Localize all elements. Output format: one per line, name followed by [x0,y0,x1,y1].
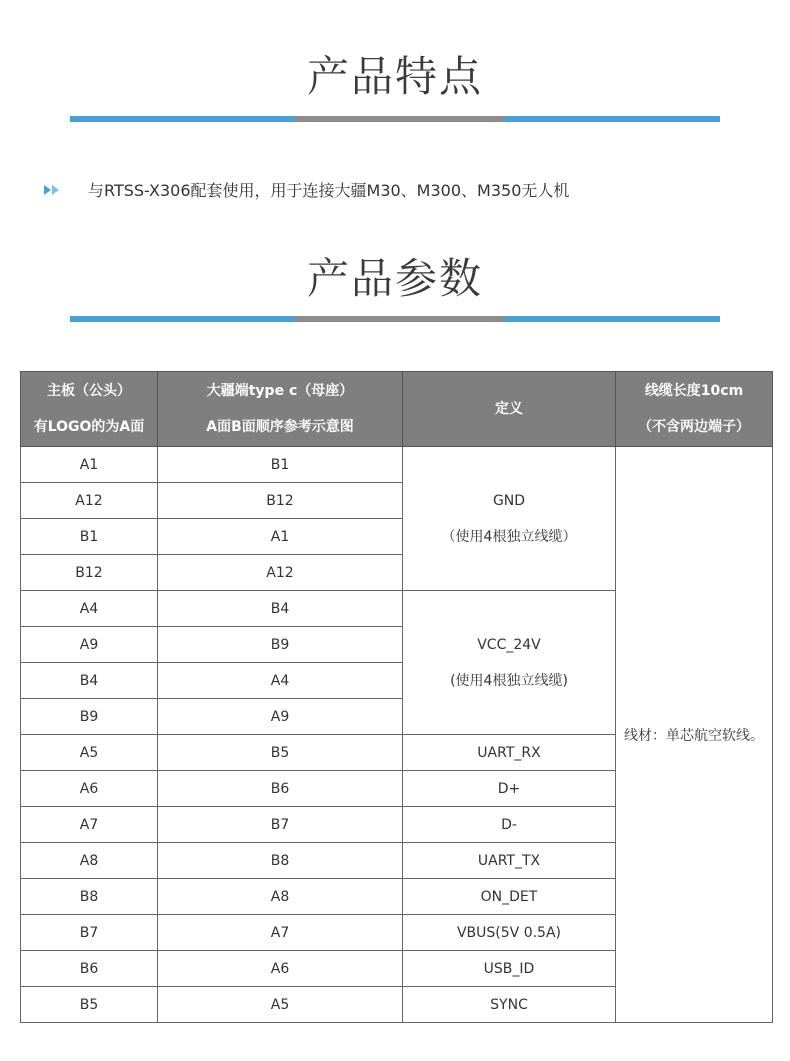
main-pin: B5 [21,987,158,1023]
main-pin: B7 [21,915,158,951]
main-pin: B12 [21,555,158,591]
main-pin: A4 [21,591,158,627]
dji-pin: A8 [158,879,403,915]
main-pin: A6 [21,771,158,807]
feature-text: 与RTSS-X306配套使用，用于连接大疆M30、M300、M350无人机 [88,181,570,200]
cable-note: 线材：单芯航空软线。 [616,447,773,1023]
definition-d-minus: D- [403,807,616,843]
dji-pin: B6 [158,771,403,807]
main-pin: B8 [21,879,158,915]
dji-pin: A7 [158,915,403,951]
dji-pin: B12 [158,483,403,519]
header-cable-length: 线缆长度10cm （不含两边端子） [616,372,773,447]
dji-pin: A4 [158,663,403,699]
dji-pin: A12 [158,555,403,591]
feature-item [44,178,569,201]
header-definition: 定义 [403,372,616,447]
definition-gnd: GND （使用4根独立线缆） [403,447,616,591]
table-row [21,447,773,483]
double-arrow-icon [44,184,64,196]
main-pin: A1 [21,447,158,483]
dji-pin: B4 [158,591,403,627]
definition-on-det: ON_DET [403,879,616,915]
dji-pin: B1 [158,447,403,483]
main-pin: A12 [21,483,158,519]
main-pin: A8 [21,843,158,879]
definition-usb-id: USB_ID [403,951,616,987]
pinout-table [20,371,773,1023]
main-pin: A7 [21,807,158,843]
dji-pin: A5 [158,987,403,1023]
dji-pin: A9 [158,699,403,735]
dji-pin: A6 [158,951,403,987]
main-pin: B1 [21,519,158,555]
header-dji-connector: 大疆端type c（母座） A面B面顺序参考示意图 [158,372,403,447]
definition-uart-tx: UART_TX [403,843,616,879]
definition-d-plus: D+ [403,771,616,807]
features-title: 产品特点 [306,52,483,101]
params-title-bar [70,316,720,322]
definition-vbus: VBUS(5V 0.5A) [403,915,616,951]
main-pin: B9 [21,699,158,735]
params-title: 产品参数 [306,254,483,303]
dji-pin: B5 [158,735,403,771]
dji-pin: A1 [158,519,403,555]
dji-pin: B7 [158,807,403,843]
definition-uart-rx: UART_RX [403,735,616,771]
table-header-row [21,372,773,447]
definition-vcc: VCC_24V (使用4根独立线缆) [403,591,616,735]
main-pin: B4 [21,663,158,699]
dji-pin: B8 [158,843,403,879]
definition-sync: SYNC [403,987,616,1023]
main-pin: A9 [21,627,158,663]
dji-pin: B9 [158,627,403,663]
header-main-board: 主板（公头） 有LOGO的为A面 [21,372,158,447]
main-pin: B6 [21,951,158,987]
features-title-bar [70,116,720,122]
main-pin: A5 [21,735,158,771]
